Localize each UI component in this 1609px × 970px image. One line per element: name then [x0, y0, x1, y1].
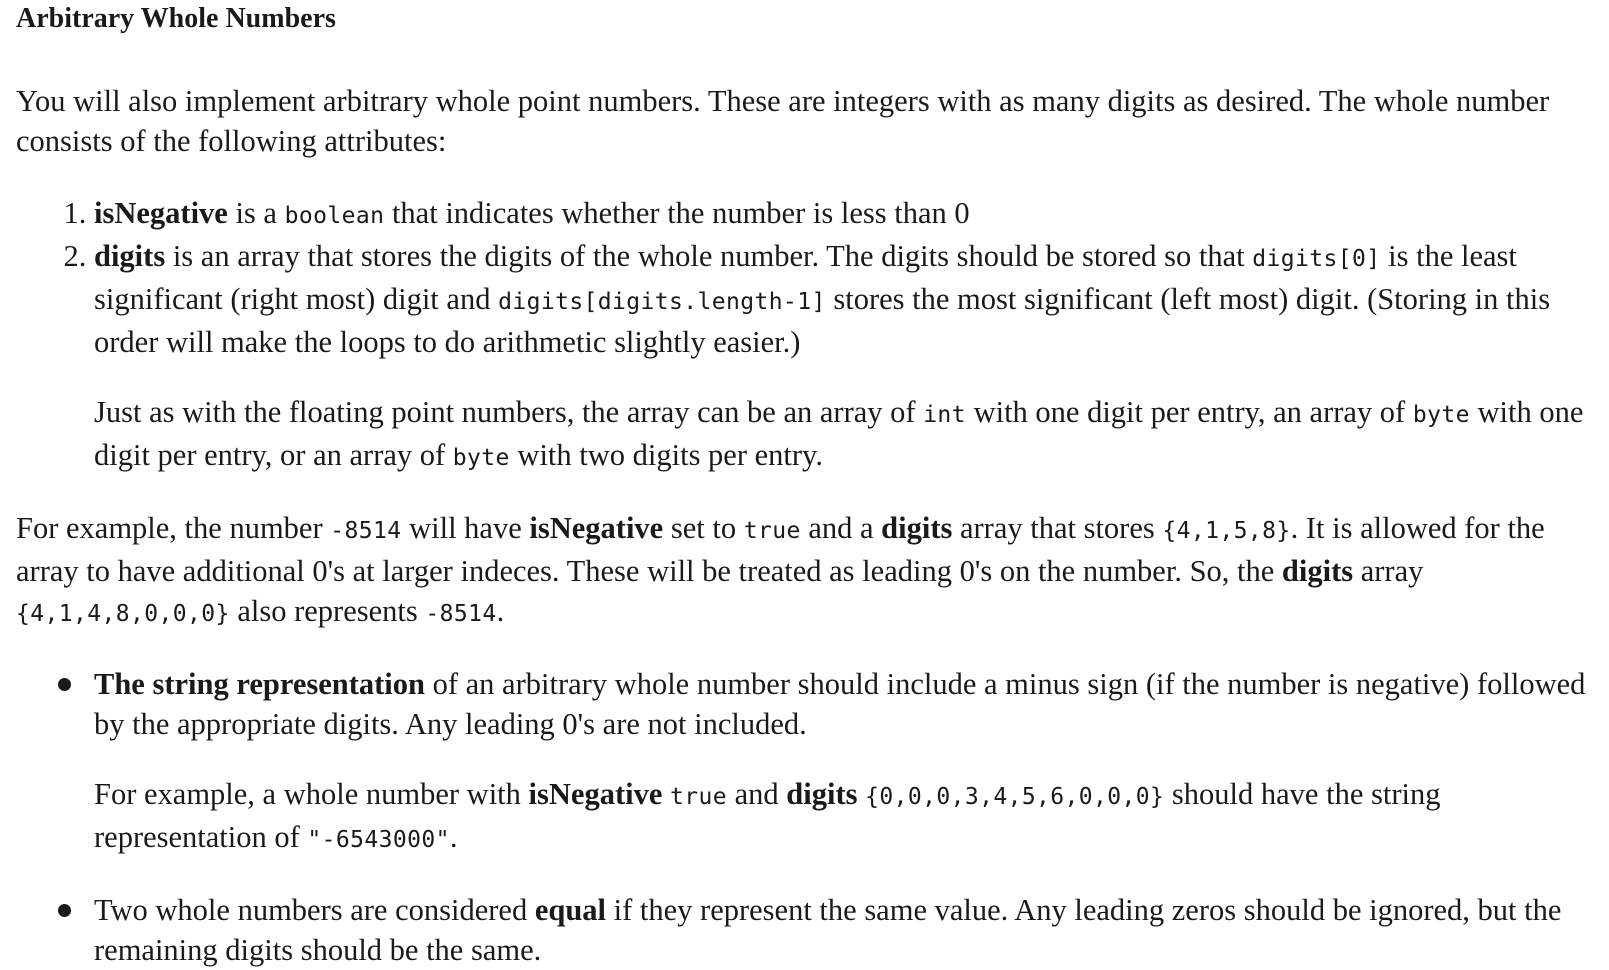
- section-heading: Arbitrary Whole Numbers: [16, 3, 336, 34]
- intro-paragraph: You will also implement arbitrary whole point numbers. These are integers with as many digits as desired. The whole number consists of the following attributes:: [16, 84, 1550, 158]
- rules-list: [16, 664, 1601, 970]
- inline-code: "-6543000": [307, 827, 450, 853]
- array-type-note: Just as with the floating point numbers, the array can be an array of int with one digit per entry, an array of byte with one digit per entry, or an array of byte with two digits per entry.: [94, 395, 1584, 472]
- inline-code: {0,0,0,3,4,5,6,0,0,0}: [865, 784, 1165, 810]
- rule-string-representation: The string representation of an arbitrary whole number should include a minus sign (if the number is negative) followed by the appropriate digits. Any leading 0's are not included. For example, a whole number with isNegative true and digits {0,0,0,3,4,5,6,0,0,0} should have the string representation of "-6543000".: [94, 664, 1601, 860]
- inline-code: byte: [1412, 402, 1470, 428]
- bullet-icon: [58, 678, 71, 691]
- inline-code: digits[0]: [1252, 246, 1381, 272]
- attribute-item-digits: 2. digits is an array that stores the digits of the whole number. The digits should be stored so that digits[0] is the least significant (right most) digit and digits[digits.length-1] stores the most significant (left most) digit. (Storing in this order will make the loops to do arithmetic slightly easier.) Just as with the floating point numbers, the array can be an array of int with one digit per entry, an array of byte with one digit per entry, or an array of byte with two digits per entry.: [94, 236, 1601, 478]
- inline-code: {4,1,5,8}: [1162, 518, 1291, 544]
- inline-code: boolean: [284, 203, 385, 229]
- inline-code: true: [743, 518, 801, 544]
- attribute-name: isNegative: [94, 196, 228, 230]
- string-example: For example, a whole number with isNegative true and digits {0,0,0,3,4,5,6,0,0,0} should have the string representation of "-6543000".: [94, 777, 1441, 854]
- inline-code: -8514: [425, 601, 497, 627]
- inline-code: int: [923, 402, 966, 428]
- rule-equality: Two whole numbers are considered equal if they represent the same value. Any leading zeros should be ignored, but the remaining digits should be the same.: [94, 890, 1601, 970]
- inline-code: {4,1,4,8,0,0,0}: [16, 601, 230, 627]
- attribute-name: digits: [94, 239, 166, 273]
- inline-code: byte: [452, 445, 510, 471]
- inline-code: -8514: [330, 518, 402, 544]
- inline-code: true: [669, 784, 727, 810]
- example-paragraph: For example, the number -8514 will have isNegative set to true and a digits array that stores {4,1,5,8}. It is allowed for the array to have additional 0's at larger indeces. These will be treated as leading 0's on the number. So, the digits array {4,1,4,8,0,0,0} also represents -8514.: [16, 511, 1545, 628]
- inline-code: digits[digits.length-1]: [498, 289, 826, 315]
- attribute-item-isnegative: 1. isNegative is a boolean that indicates whether the number is less than 0: [94, 193, 1601, 236]
- attribute-list: [16, 193, 1601, 478]
- bullet-icon: [58, 904, 71, 917]
